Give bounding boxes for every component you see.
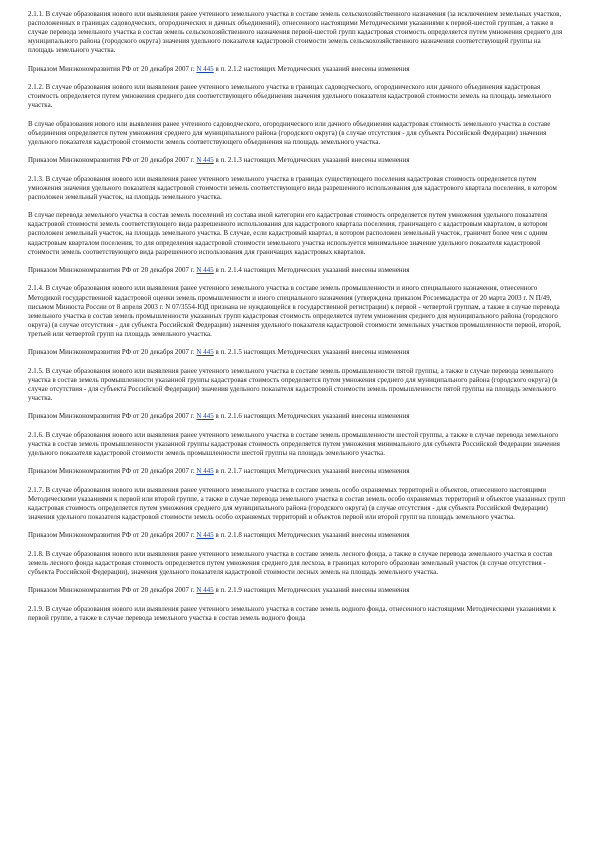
order-link[interactable]: N 445 <box>196 65 214 73</box>
clause-number: 2.1.9 <box>227 587 242 595</box>
note-suffix-post: настоящих Методических указаний внесены изменения <box>241 157 410 165</box>
note-suffix-post: настоящих Методических указаний внесены изменения <box>241 532 410 540</box>
paragraph: В случае образования нового или выявления ранее учтенного садоводческого, огороднического или дачного объединения кадастровая стоимость земельного участка в составе объединения определяется путем умножения среднего для муниципального района (городского округа) (в случае отсутствия - для субъекта Российской Федерации) значения удельного показателя кадастровой стоимости земель соответствующего объединения на площадь земельного участка. <box>28 120 551 146</box>
note-prefix: Приказом Минэкономразвития РФ от 20 декабря 2007 г. <box>28 349 197 357</box>
order-link[interactable]: N 445 <box>196 587 214 595</box>
paragraph: 2.1.5. В случае образования нового или выявления ранее учтенного земельного участка в составе земель промышленности пятой группы, а также в случае перевода земельного участка в состав земель промышленности указанной группы кадастровая стоимость определяется путем умножения среднего для муниципального района (городского округа) (в случае отсутствия - для субъекта Российской Федерации) значения удельного показателя кадастровой стоимости земель промышленности пятой группы на площадь земельного участка. <box>28 367 558 402</box>
paragraph: В случае перевода земельного участка в состав земель поселений из состава иной категории его кадастровая стоимость определяется путем умножения удельного показателя кадастровой стоимости земель соответствующего вида разрешенного использования для кадастрового квартала поселения, граничащего с кадастровым кварталом, в котором расположен земельный участок, на площадь земельного участка. В случае, если кадастровый квартал, в котором расположен земельный участок, граничит более чем с одним кадастровым кварталом поселения, то для определения кадастровой стоимости земельного участка используется минимальное значение удельного показателя кадастровой стоимости земель соответствующего вида разрешенного использования для граничащих кадастровых кварталов. <box>28 212 548 256</box>
paragraph: 2.1.1. В случае образования нового или выявления ранее учтенного земельного участка в составе земель сельскохозяйственного назначения (за исключением земельных участков, расположенных в границах садоводческих, огороднических и дачных объединений), отнесенного настоящими Методическими указаниями к первой-шестой группам, а также в случае перевода земельного участка в состав земель сельскохозяйственного назначения первой-шестой групп кадастровая стоимость определяется путем умножения среднего для муниципального района (городского округа) значения удельного показателя кадастровой стоимости земель сельскохозяйственного назначения соответствующей группы на площадь земельного участка. <box>28 11 563 55</box>
document-page <box>28 10 568 632</box>
paragraph: 2.1.8. В случае образования нового или выявления ранее учтенного земельного участка в составе земель лесного фонда, а также в случае перевода земельного участка в состав земель лесного фонда кадастровая стоимость определяется путем умножения среднего для лесхоза, в границах которого образован земельный участок (в случае отсутствия - субъекта Российской Федерации), значения удельного показателя кадастровой стоимости лесных земель на площадь земельного участка. <box>28 550 553 576</box>
paragraph: 2.1.3. В случае образования нового или выявления ранее учтенного земельного участка в границах существующего поселения кадастровая стоимость определяется путем умножения значения удельного показателя кадастровой стоимости земель соответствующего вида разрешенного использования для кадастрового квартала поселения, в котором расположен земельный участок, на площадь земельного участка. <box>28 175 557 201</box>
amendment-note <box>28 348 568 357</box>
note-suffix-pre: в п. <box>213 349 228 357</box>
clause-number: 2.1.2 <box>227 65 242 73</box>
order-link[interactable]: N 445 <box>196 349 214 357</box>
amendment-note <box>28 531 568 540</box>
note-suffix-post: настоящих Методических указаний внесены изменения <box>241 267 410 275</box>
amendment-note <box>28 65 568 74</box>
amendment-note <box>28 266 568 275</box>
note-prefix: Приказом Минэкономразвития РФ от 20 декабря 2007 г. <box>28 267 197 275</box>
note-suffix-post: настоящих Методических указаний внесены изменения <box>241 65 410 73</box>
note-suffix-pre: в п. <box>213 267 228 275</box>
clause-number: 2.1.3 <box>227 157 242 165</box>
note-suffix-pre: в п. <box>213 532 228 540</box>
paragraph: 2.1.2. В случае образования нового или выявления ранее учтенного земельного участка в границах садоводческого, огороднического или дачного объединения кадастровая стоимость определяется путем умножения среднего для соответствующего объединения значения удельного показателя кадастровой стоимости земель на площадь земельного участка. <box>28 84 552 110</box>
amendment-note <box>28 467 568 476</box>
note-suffix-pre: в п. <box>213 587 228 595</box>
note-prefix: Приказом Минэкономразвития РФ от 20 декабря 2007 г. <box>28 413 197 421</box>
clause-number: 2.1.4 <box>227 267 242 275</box>
clause-number: 2.1.7 <box>227 468 242 476</box>
paragraph: 2.1.9. В случае образования нового или выявления ранее учтенного земельного участка в составе земель водного фонда, отнесенного настоящими Методическими указаниями к первой группе, а также в случае перевода земельного участка в состав земель водного фонда <box>28 605 556 622</box>
note-suffix-pre: в п. <box>213 468 228 476</box>
clause-number: 2.1.6 <box>227 413 242 421</box>
note-suffix-post: настоящих Методических указаний внесены изменения <box>241 468 410 476</box>
order-link[interactable]: N 445 <box>196 468 214 476</box>
order-link[interactable]: N 445 <box>196 413 214 421</box>
note-suffix-post: настоящих Методических указаний внесены изменения <box>241 349 410 357</box>
order-link[interactable]: N 445 <box>196 532 214 540</box>
paragraph: 2.1.4. В случае образования нового или выявления ранее учтенного земельного участка в составе земель промышленности и иного специального назначения, отнесенного Методикой государственной кадастровой оценки земель промышленности и иного специального назначения (утверждена приказом Росземкадастра от 20 марта 2003 г. N П/49, письмом Минюста России от 8 апреля 2003 г. N 07/3554-ЮД признана не нуждающейся в государственной регистрации) к первой - четвертой группам, а также в случае перевода земельного участка в состав земель промышленности указанных групп кадастровая стоимость определяется путем умножения среднего для муниципального района (городского округа) (в случае отсутствия - для субъекта Российской Федерации) значения удельного показателя кадастровой стоимости земельных участков промышленности первой, второй, третьей или четвертой групп на площадь земельного участка. <box>28 285 561 338</box>
paragraph: 2.1.6. В случае образования нового или выявления ранее учтенного земельного участка в составе земель промышленности шестой группы, а также в случае перевода земельного участка в состав земель промышленности указанной группы кадастровая стоимость определяется путем умножения минимального для субъекта Российской Федерации значения удельного показателя кадастровой стоимости земель промышленности шестой группы на площадь земельного участка. <box>28 431 560 457</box>
note-prefix: Приказом Минэкономразвития РФ от 20 декабря 2007 г. <box>28 468 197 476</box>
note-prefix: Приказом Минэкономразвития РФ от 20 декабря 2007 г. <box>28 532 197 540</box>
paragraph: 2.1.7. В случае образования нового или выявления ранее учтенного земельного участка в составе земель особо охраняемых территорий и объектов, отнесенного настоящими Методическими указаниями к первой или второй группе, а также в случае перевода земельного участка в состав земель особо охраняемых территорий и объектов указанных групп кадастровая стоимость определяется путем умножения среднего для муниципального района (городского округа) (в случае отсутствия - для субъекта Российской Федерации) значения удельного показателя кадастровой стоимости земель особо охраняемых территорий и объектов первой или второй групп на площадь земельного участка. <box>28 486 566 521</box>
note-suffix-post: настоящих Методических указаний внесены изменения <box>241 413 410 421</box>
clause-number: 2.1.8 <box>227 532 242 540</box>
note-suffix-pre: в п. <box>213 157 228 165</box>
amendment-note <box>28 586 568 595</box>
clause-number: 2.1.5 <box>227 349 242 357</box>
note-prefix: Приказом Минэкономразвития РФ от 20 декабря 2007 г. <box>28 65 197 73</box>
order-link[interactable]: N 445 <box>196 157 214 165</box>
amendment-note <box>28 156 568 165</box>
note-suffix-pre: в п. <box>213 65 228 73</box>
order-link[interactable]: N 445 <box>196 267 214 275</box>
amendment-note <box>28 412 568 421</box>
note-suffix-post: настоящих Методических указаний внесены изменения <box>241 587 410 595</box>
note-prefix: Приказом Минэкономразвития РФ от 20 декабря 2007 г. <box>28 157 197 165</box>
note-suffix-pre: в п. <box>213 413 228 421</box>
note-prefix: Приказом Минэкономразвития РФ от 20 декабря 2007 г. <box>28 587 197 595</box>
